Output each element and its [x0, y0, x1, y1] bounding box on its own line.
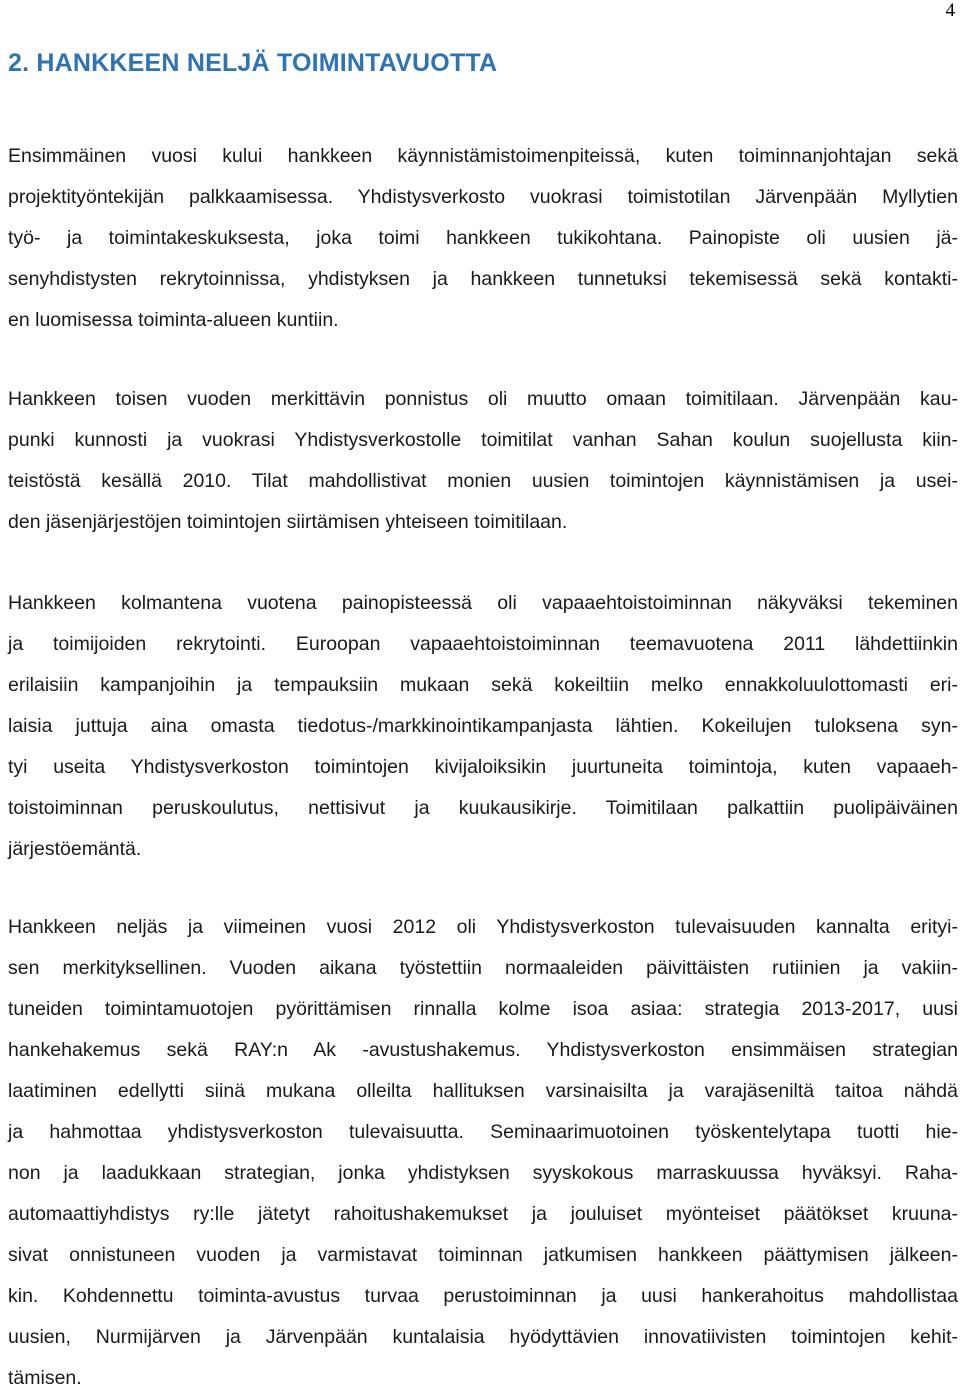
paragraph-line: sivat onnistuneen vuoden ja varmistavat toiminnan jatkumisen hankkeen päättymisen jälkeen- [8, 1244, 958, 1266]
paragraph-2 [8, 379, 958, 543]
paragraph-line: ja hahmottaa yhdistysverkoston tulevaisuutta. Seminaarimuotoinen työskentelytapa tuotti hie- [8, 1121, 958, 1143]
paragraph-line: Hankkeen toisen vuoden merkittävin ponnistus oli muutto omaan toimitilaan. Järvenpään kau- [8, 388, 958, 410]
paragraph-line: järjestöemäntä. [8, 838, 142, 860]
paragraph-3 [8, 583, 958, 870]
paragraph-line: senyhdistysten rekrytoinnissa, yhdistyksen ja hankkeen tunnetuksi tekemisessä sekä kontakti- [8, 268, 958, 290]
paragraph-line: hankehakemus sekä RAY:n Ak -avustushakemus. Yhdistysverkoston ensimmäisen strategian [8, 1039, 958, 1061]
paragraph-line: punki kunnosti ja vuokrasi Yhdistysverkostolle toimitilat vanhan Sahan koulun suojellusta kiin- [8, 429, 958, 451]
paragraph-line: erilaisiin kampanjoihin ja tempauksiin mukaan sekä kokeiltiin melko ennakkoluulottomasti eri- [8, 674, 958, 696]
page-number: 4 [945, 0, 955, 21]
paragraph-line: työ- ja toimintakeskuksesta, joka toimi hankkeen tukikohtana. Painopiste oli uusien jä- [8, 227, 958, 249]
paragraph-line: den jäsenjärjestöjen toimintojen siirtämisen yhteiseen toimitilaan. [8, 511, 568, 533]
section-heading: 2. HANKKEEN NELJÄ TOIMINTAVUOTTA [8, 49, 498, 77]
paragraph-line: kin. Kohdennettu toiminta-avustus turvaa perustoiminnan ja uusi hankerahoitus mahdollistaa [8, 1285, 958, 1307]
paragraph-1 [8, 136, 958, 341]
paragraph-line: Ensimmäinen vuosi kului hankkeen käynnistämistoimenpiteissä, kuten toiminnanjohtajan sekä [8, 145, 958, 167]
paragraph-line: laatiminen edellytti siinä mukana olleilta hallituksen varsinaisilta ja varajäseniltä taitoa nähdä [8, 1080, 958, 1102]
paragraph-line: tuneiden toimintamuotojen pyörittämisen rinnalla kolme isoa asiaa: strategia 2013-2017, uusi [8, 998, 958, 1020]
paragraph-line: Hankkeen neljäs ja viimeinen vuosi 2012 oli Yhdistysverkoston tulevaisuuden kannalta erityi- [8, 916, 958, 938]
paragraph-line: tyi useita Yhdistysverkoston toimintojen kivijaloiksikin juurtuneita toimintoja, kuten vapaaeh- [8, 756, 958, 778]
paragraph-line: sen merkityksellinen. Vuoden aikana työstettiin normaaleiden päivittäisten rutiinien ja vakiin- [8, 957, 958, 979]
paragraph-line: automaattiyhdistys ry:lle jätetyt rahoitushakemukset ja jouluiset myönteiset päätökset kruuna- [8, 1203, 958, 1225]
paragraph-line: toistoiminnan peruskoulutus, nettisivut ja kuukausikirje. Toimitilaan palkattiin puolipäiväinen [8, 797, 958, 819]
paragraph-line: tämisen. [8, 1367, 82, 1389]
paragraph-line: ja toimijoiden rekrytointi. Euroopan vapaaehtoistoiminnan teemavuotena 2011 lähdettiinkin [8, 633, 958, 655]
paragraph-4 [8, 907, 958, 1399]
paragraph-line: non ja laadukkaan strategian, jonka yhdistyksen syyskokous marraskuussa hyväksyi. Raha- [8, 1162, 958, 1184]
paragraph-line: Hankkeen kolmantena vuotena painopisteessä oli vapaaehtoistoiminnan näkyväksi tekeminen [8, 592, 958, 614]
paragraph-line: uusien, Nurmijärven ja Järvenpään kuntalaisia hyödyttävien innovatiivisten toimintojen kehit- [8, 1326, 958, 1348]
paragraph-line: en luomisessa toiminta-alueen kuntiin. [8, 309, 339, 331]
paragraph-line: projektityöntekijän palkkaamisessa. Yhdistysverkosto vuokrasi toimistotilan Järvenpään Myllytien [8, 186, 958, 208]
paragraph-line: laisia juttuja aina omasta tiedotus-/markkinointikampanjasta lähtien. Kokeilujen tuloksena syn- [8, 715, 958, 737]
paragraph-line: teistöstä kesällä 2010. Tilat mahdollistivat monien uusien toimintojen käynnistämisen ja usei- [8, 470, 958, 492]
